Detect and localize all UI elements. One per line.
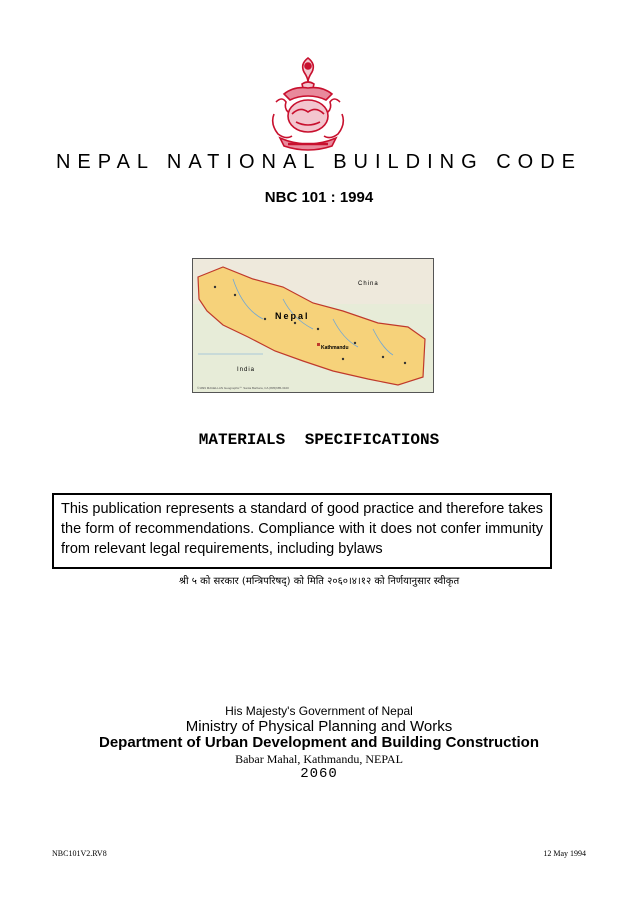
map-capital-label: Kathmandu — [321, 345, 349, 351]
nepal-emblem — [262, 54, 354, 154]
map-south-label: India — [237, 367, 256, 373]
code-title: NEPAL NATIONAL BUILDING CODE — [55, 151, 583, 173]
map-copyright: ©1999 MAGELLAN Geographix℠ Santa Barbara, CA (805)685-3100 — [197, 386, 289, 390]
nepal-map — [192, 258, 434, 393]
disclaimer-text: This publication represents a standard of good practice and therefore takes the form of recommendations. Compliance with it does not confer immunity from relevant legal requirements, including bylaws — [61, 501, 544, 557]
map-country-label: Nepal — [275, 311, 310, 321]
publisher-address: Babar Mahal, Kathmandu, NEPAL — [235, 752, 403, 766]
capital-marker — [317, 343, 320, 346]
publication-year: 2060 — [300, 766, 338, 782]
standard-number: NBC 101 : 1994 — [264, 189, 374, 206]
disclaimer-box — [52, 493, 552, 569]
map-north-label: China — [358, 281, 379, 287]
footer-date: 12 May 1994 — [543, 849, 586, 858]
coat-of-arms-icon — [262, 54, 354, 154]
ministry-name: Ministry of Physical Planning and Works — [185, 718, 453, 735]
nepali-approval-line: श्री ५ को सरकार (मन्त्रिपरिषद्) को मिति २०६०।४।१२ को निर्णयानुसार स्वीकृत — [178, 576, 460, 587]
specification-title: MATERIALS SPECIFICATIONS — [198, 431, 440, 449]
department-name: Department of Urban Development and Building Construction — [98, 734, 540, 751]
footer-document-code: NBC101V2.RV8 — [52, 849, 107, 858]
government-name: His Majesty's Government of Nepal — [225, 704, 413, 718]
